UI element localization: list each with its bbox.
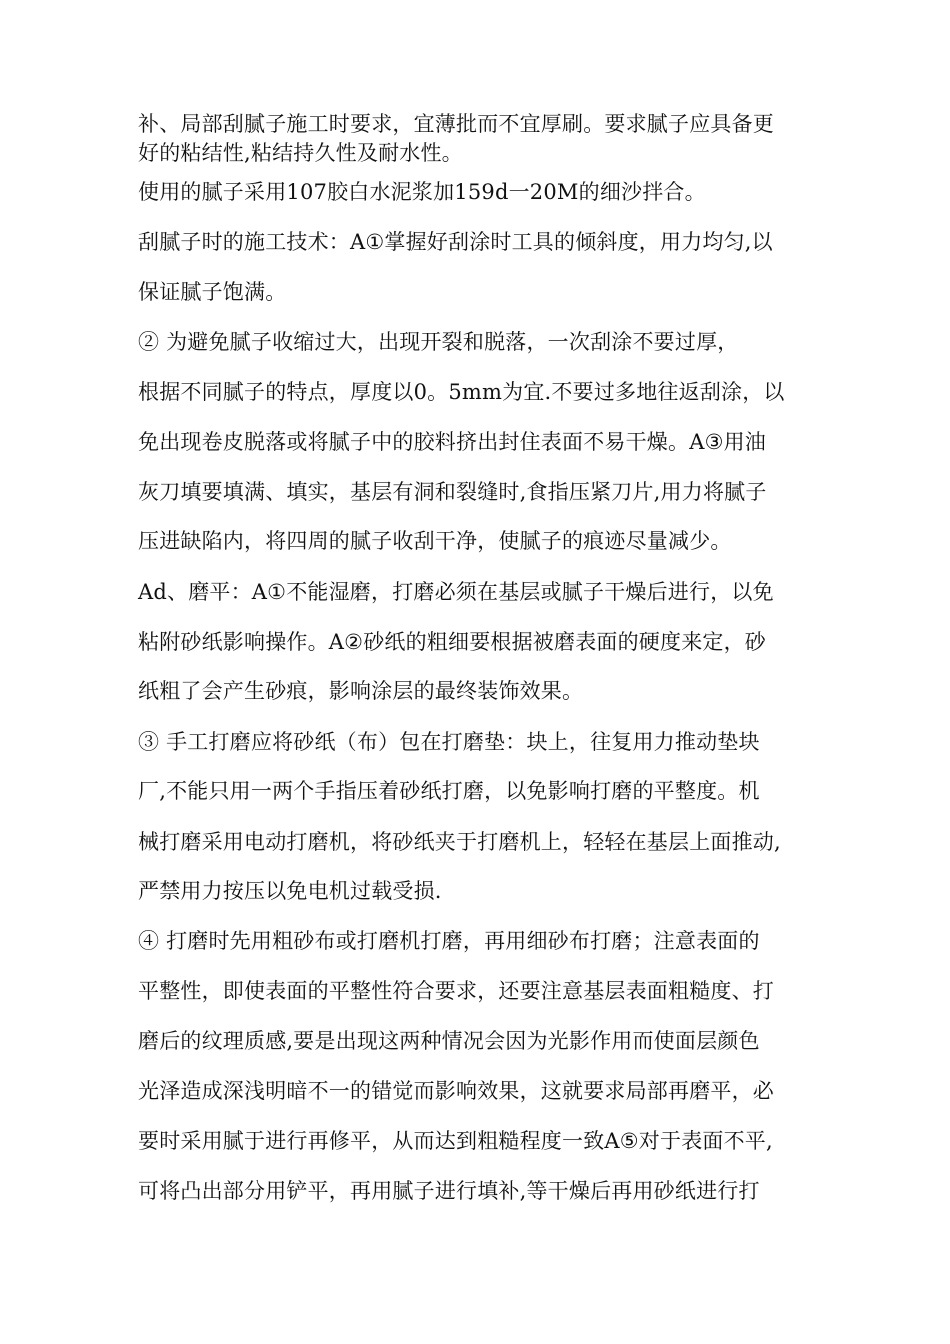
text-line: ④ 打磨时先用粗砂布或打磨机打磨，再用细砂布打磨；注意表面的 — [138, 929, 760, 953]
text-line: 粘附砂纸影响操作。A②砂纸的粗细要根据被磨表面的硬度来定，砂 — [138, 630, 766, 654]
text-line: 光泽造成深浅明暗不一的错觉而影响效果，这就要求局部再磨平，必 — [138, 1079, 774, 1103]
text-line: Ad、磨平：A①不能湿磨，打磨必须在基层或腻子干燥后进行，以免 — [138, 580, 774, 604]
text-line: 可将凸出部分用铲平，再用腻子进行填补,等干燥后再用砂纸进行打 — [138, 1179, 760, 1203]
text-line: 严禁用力按压以免电机过载受损. — [138, 879, 442, 903]
text-line: 磨后的纹理质感,要是出现这两种情况会因为光影作用而使面层颜色 — [138, 1029, 760, 1053]
text-line: 刮腻子时的施工技术：A①掌握好刮涂时工具的倾斜度，用力均匀,以 — [138, 230, 773, 254]
text-line: 要时采用腻于进行再修平，从而达到粗糙程度一致A⑤对于表面不平, — [138, 1129, 773, 1153]
text-line: 保证腻子饱满。 — [138, 280, 287, 304]
text-line: 平整性，即使表面的平整性符合要求，还要注意基层表面粗糙度、打 — [138, 979, 774, 1003]
text-line: 好的粘结性,粘结持久性及耐水性。 — [138, 141, 463, 165]
text-line: 免出现卷皮脱落或将腻子中的胶料挤出封住表面不易干燥。A③用油 — [138, 430, 766, 454]
text-line: 械打磨采用电动打磨机，将砂纸夹于打磨机上，轻轻在基层上面推动, — [138, 830, 781, 854]
text-line: 灰刀填要填满、填实，基层有洞和裂缝时,食指压紧刀片,用力将腻子 — [138, 480, 767, 504]
text-line: 根据不同腻子的特点，厚度以0。5mm为宜.不要过多地往返刮涂，以 — [138, 380, 785, 404]
text-line: 厂,不能只用一两个手指压着砂纸打磨，以免影响打磨的平整度。机 — [138, 779, 760, 803]
text-line: 补、局部刮腻子施工时要求，宜薄批而不宜厚刷。要求腻子应具备更 — [138, 112, 774, 136]
text-line: 纸粗了会产生砂痕，影响涂层的最终装饰效果。 — [138, 679, 584, 703]
text-line: 使用的腻子采用107胶白水泥浆加159d一20M的细沙拌合。 — [138, 180, 706, 204]
text-line: ② 为避免腻子收缩过大，出现开裂和脱落，一次刮涂不要过厚， — [138, 330, 739, 354]
text-line: ③ 手工打磨应将砂纸（布）包在打磨垫：块上，往复用力推动垫块 — [138, 730, 760, 754]
text-line: 压进缺陷内，将四周的腻子收刮干净，使腻子的痕迹尽量减少。 — [138, 529, 732, 553]
